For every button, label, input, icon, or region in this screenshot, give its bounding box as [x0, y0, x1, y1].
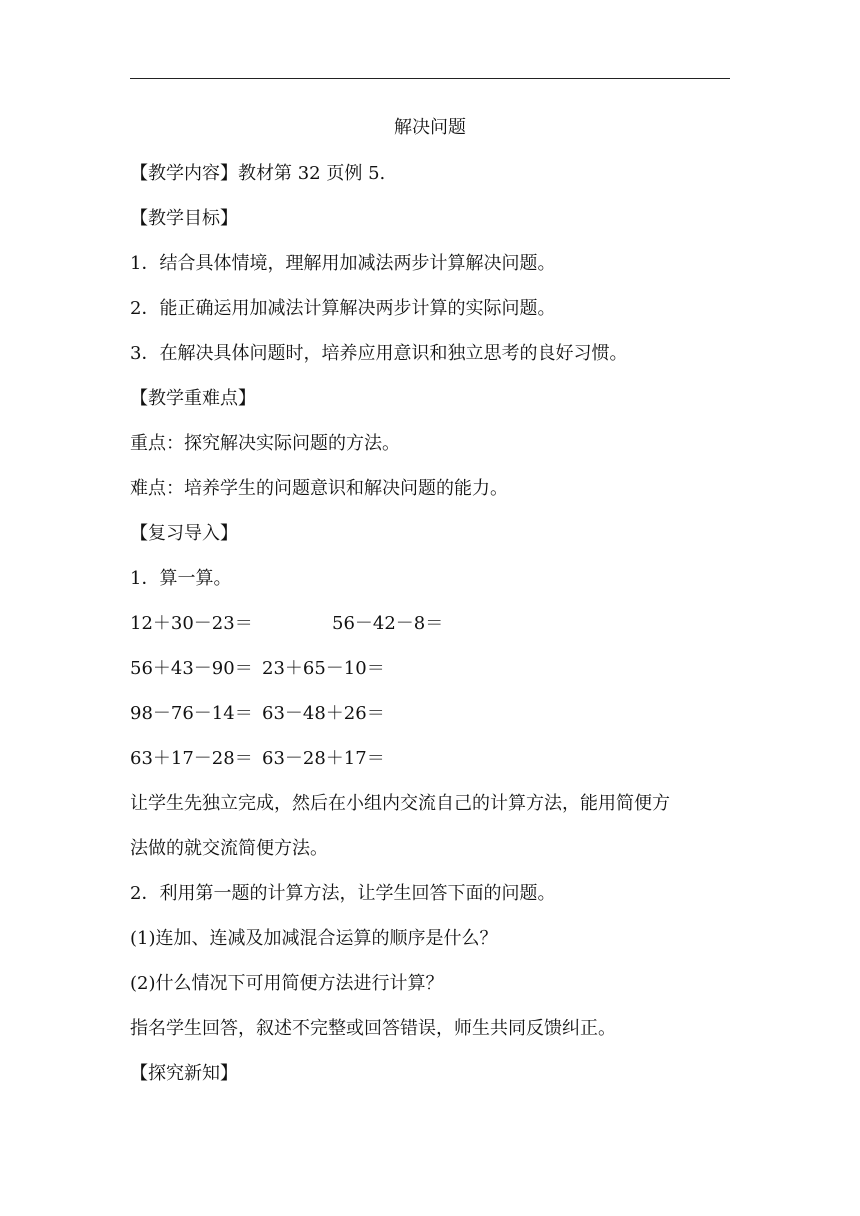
explore-heading: 【探究新知】 [130, 1063, 238, 1084]
review-heading: 【复习导入】 [130, 523, 238, 544]
equation-right: 56－42－8＝ [332, 613, 444, 634]
equation-right: 23＋65－10＝ [262, 658, 385, 679]
answer-note: 指名学生回答，叙述不完整或回答错误，师生共同反馈纠正。 [130, 1018, 616, 1039]
keypoint-text: 重点：探究解决实际问题的方法。 [130, 433, 400, 454]
equation-left: 98－76－14＝ [130, 703, 253, 724]
goal-item: 3．在解决具体问题时，培养应用意识和独立思考的良好习惯。 [130, 343, 628, 364]
equation-left: 63＋17－28＝ [130, 748, 253, 769]
equation-left: 56＋43－90＝ [130, 658, 253, 679]
question-item: (1)连加、连减及加减混合运算的顺序是什么？ [130, 928, 498, 949]
page-title: 解决问题 [394, 117, 466, 138]
goal-item: 2．能正确运用加减法计算解决两步计算的实际问题。 [130, 298, 556, 319]
review-note-continued: 法做的就交流简便方法。 [130, 838, 328, 859]
header-rule [130, 78, 730, 79]
goals-heading: 【教学目标】 [130, 208, 238, 229]
difficulty-text: 难点：培养学生的问题意识和解决问题的能力。 [130, 478, 508, 499]
goal-item: 1．结合具体情境，理解用加减法两步计算解决问题。 [130, 253, 556, 274]
question-item: (2)什么情况下可用简便方法进行计算？ [130, 973, 444, 994]
equation-right: 63－48＋26＝ [262, 703, 385, 724]
keypoints-heading: 【教学重难点】 [130, 388, 256, 409]
review-item: 2．利用第一题的计算方法，让学生回答下面的问题。 [130, 883, 556, 904]
equation-right: 63－28＋17＝ [262, 748, 385, 769]
equation-left: 12＋30－23＝ [130, 613, 253, 634]
review-item: 1．算一算。 [130, 568, 232, 589]
teaching-content: 【教学内容】教材第 32 页例 5. [130, 163, 386, 184]
review-note: 让学生先独立完成，然后在小组内交流自己的计算方法，能用简便方 [130, 793, 670, 814]
